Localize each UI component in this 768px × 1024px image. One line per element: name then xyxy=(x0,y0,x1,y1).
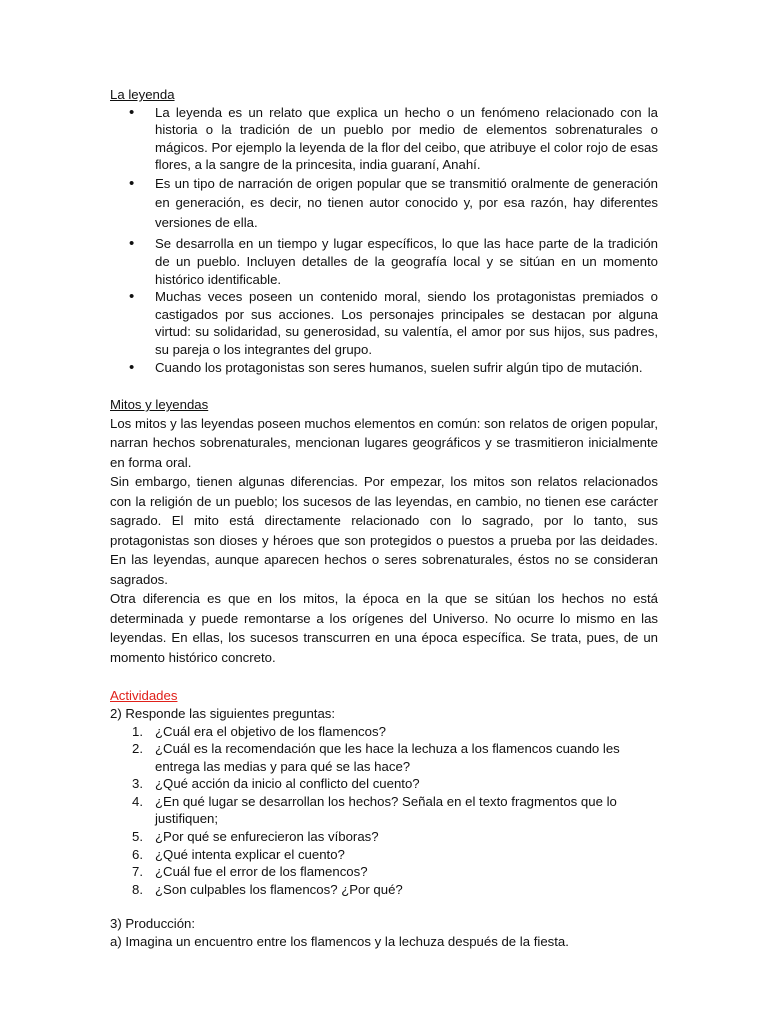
document-page xyxy=(110,86,658,951)
question-item xyxy=(110,793,658,828)
question-number: 5. xyxy=(132,829,143,845)
section-3-item: a) Imagina un encuentro entre los flamencos y la lechuza después de la fiesta. xyxy=(110,934,569,950)
bullet-item: • Muchas veces poseen un contenido moral, siendo los protagonistas premiados o castigados por sus acciones. Los personajes principales se destacan por alguna virtud: su solidaridad, su generosidad, su valentía, el amor por sus hijos, sus padres, su pareja o los integrantes del grupo. xyxy=(110,288,658,358)
paragraph: Los mitos y las leyendas poseen muchos elementos en común: son relatos de origen popular, narran hechos sobrenaturales, mencionan lugares geográficos y se trasmitieron inicialmente en forma oral. xyxy=(110,415,658,470)
question-text: ¿Qué intenta explicar el cuento? xyxy=(155,846,345,862)
question-item xyxy=(110,846,658,864)
questions-list xyxy=(110,723,658,899)
bullet-item: • La leyenda es un relato que explica un hecho o un fenómeno relacionado con la historia o la tradición de un pueblo por medio de elementos sobrenaturales o mágicos. Por ejemplo la leyenda de la flor del ceibo, que atribuye el color rojo de esas flores, a la sangre de la princesita, india guaraní, Anahí. xyxy=(110,104,658,174)
bullet-item: • Es un tipo de narración de origen popular que se transmitió oralmente de generación en generación, es decir, no tienen autor conocido y, por esa razón, hay diferentes versiones de ella. xyxy=(110,174,658,233)
question-number: 1. xyxy=(132,723,143,739)
question-item xyxy=(110,863,658,881)
question-item xyxy=(110,828,658,846)
question-text: ¿Son culpables los flamencos? ¿Por qué? xyxy=(155,881,403,897)
spacer xyxy=(110,667,658,687)
question-number: 2. xyxy=(132,741,143,757)
question-item xyxy=(110,740,658,775)
bullet-item: • Cuando los protagonistas son seres humanos, suelen sufrir algún tipo de mutación. xyxy=(110,359,658,377)
spacer xyxy=(110,898,658,915)
question-number: 3. xyxy=(132,776,143,792)
question-number: 4. xyxy=(132,793,143,809)
section-2-title: 2) Responde las siguientes preguntas: xyxy=(110,705,336,721)
question-text: ¿Cuál es la recomendación que les hace la lechuza a los flamencos cuando les entrega las medias y para qué se las hace? xyxy=(155,741,620,774)
bullet-item: • Se desarrolla en un tiempo y lugar específicos, lo que las hace parte de la tradición de un pueblo. Incluyen detalles de la geografía local y se sitúan en un momento histórico identificable. xyxy=(110,235,658,288)
question-item xyxy=(110,723,658,741)
question-number: 8. xyxy=(132,881,143,897)
question-item xyxy=(110,775,658,793)
question-text: ¿Cuál era el objetivo de los flamencos? xyxy=(155,723,386,739)
question-item xyxy=(110,881,658,899)
question-text: ¿Cuál fue el error de los flamencos? xyxy=(155,864,368,880)
paragraph: Sin embargo, tienen algunas diferencias. Por empezar, los mitos son relatos relacionados con la religión de un pueblo; los sucesos de las leyendas, en cambio, no tienen ese carácter sagrado. El mito está directamente relacionado con lo sagrado, por lo tanto, sus protagonistas son dioses y héroes que son protegidos o puestos a prueba por las deidades. En las leyendas, aunque aparecen hechos o seres sobrenaturales, éstos no se consideran sagrados. xyxy=(110,474,658,587)
actividades-heading: Actividades xyxy=(110,688,178,704)
question-number: 6. xyxy=(132,846,143,862)
question-text: ¿Por qué se enfurecieron las víboras? xyxy=(155,829,379,845)
question-text: ¿Qué acción da inicio al conflicto del cuento? xyxy=(155,776,420,792)
question-number: 7. xyxy=(132,864,143,880)
leyenda-heading: La leyenda xyxy=(110,87,175,102)
section-3-title: 3) Producción: xyxy=(110,916,196,932)
spacer xyxy=(110,376,658,396)
leyenda-bullet-list xyxy=(110,104,658,377)
mitos-heading: Mitos y leyendas xyxy=(110,397,209,413)
paragraph: Otra diferencia es que en los mitos, la época en la que se sitúan los hechos no está determinada y puede remontarse a los orígenes del Universo. No ocurre lo mismo en las leyendas. En ellas, los sucesos transcurren en una época específica. Se trata, pues, de un momento histórico concreto. xyxy=(110,591,658,665)
question-text: ¿En qué lugar se desarrollan los hechos? Señala en el texto fragmentos que lo justifiquen; xyxy=(155,793,617,827)
